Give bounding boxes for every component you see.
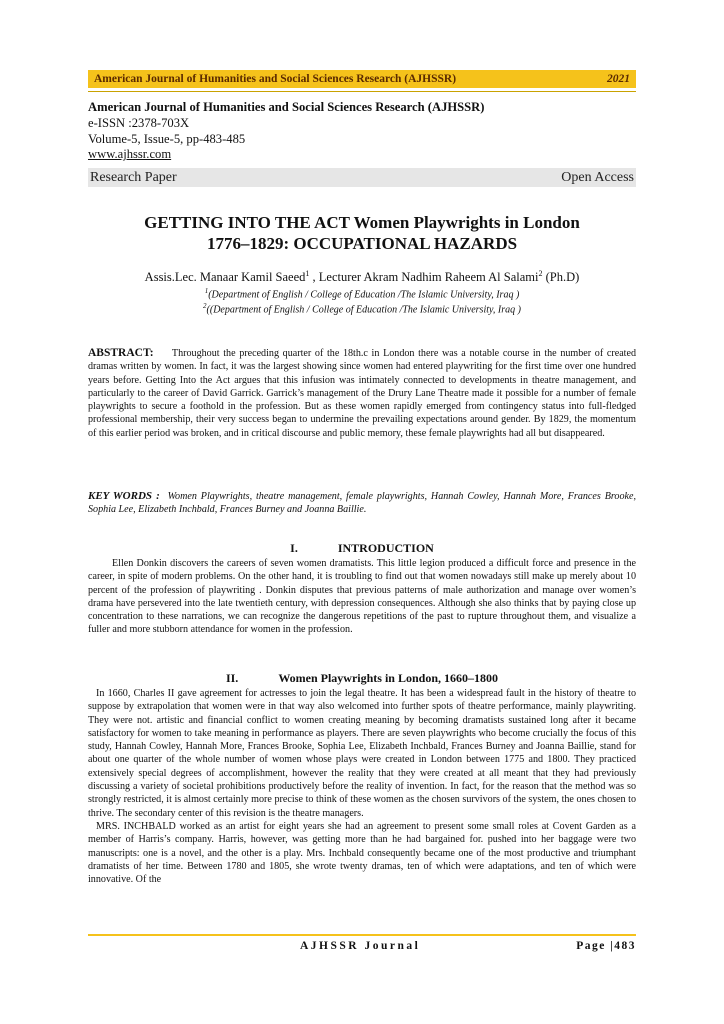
abstract: [88, 347, 636, 440]
section-2-number: II.: [225, 671, 239, 685]
section-2-body: [88, 687, 636, 886]
affiliation-1-sup: 1: [204, 287, 209, 295]
affiliation-2-sup: 2: [203, 302, 207, 310]
meta-volume: Volume-5, Issue-5, pp-483-485: [88, 131, 246, 146]
paper-type: Research Paper: [90, 169, 177, 185]
journal-meta: [88, 100, 636, 163]
section-2-paragraph-2: MRS. INCHBALD worked as an artist for eight years she had an agreement to present some small roles at Covent Garden as a member of Harris’s company. Harris, however, was getting more than he had bargained for. pushed into her baggage were two manuscripts: one is a novel, and the other is a play. Mrs. Inchbald consequently became one of the most productive and triumphant dramatists of her time. Between 1780 and 1805, she wrote twenty dramas, ten of which were adaptations, and ten of which were innovative. Of the: [88, 820, 636, 886]
affiliation-1-text: (Department of English / College of Education /The Islamic University, Iraq ): [208, 289, 520, 301]
section-1-heading: [88, 541, 636, 556]
abstract-text: Throughout the preceding quarter of the 18th.c in London there was a notable course in the number of created dramas written by women. In fact, it was the largest showing since women had entered playwriting for the first time over one hundred years before. Getting Into the Act argues that this infusion was intimately connected to developments in theatre management, and particularly to the career of David Garrick. Garrick’s management of the Drury Lane Theatre made it possible for a number of female playwrights to secure a foothold in the profession. But as these women rapidly emerged from contingency status into full-fledged professional membership, their very success began to undermine the prevailing expectations around gender. By 1829, the momentum of this earlier period was broken, and in critical discourse and public memory, these female playwrights had all but disappeared.: [88, 348, 637, 439]
footer-journal: AJHSSR Journal: [300, 940, 421, 952]
keywords-label: KEY WORDS :: [88, 490, 160, 502]
affiliation-1: [88, 285, 636, 301]
section-2-heading: [88, 671, 636, 686]
section-1-title: INTRODUCTION: [337, 541, 434, 555]
author-2-suffix: (Ph.D): [542, 270, 580, 285]
keywords-text: Women Playwrights, theatre management, female playwrights, Hannah Cowley, Hannah More, Frances Brooke, Sophia Lee, Elizabeth Inchbald, Frances Burney and Joanna Baillie.: [88, 491, 636, 516]
author-2-sup: 2: [538, 269, 543, 278]
footer-page: [576, 940, 636, 952]
footer-page-number: 483: [614, 940, 636, 952]
section-2-title: Women Playwrights in London, 1660–1800: [278, 671, 499, 685]
section-1-body: [88, 557, 636, 637]
header-divider: [88, 91, 636, 92]
header-year: 2021: [607, 73, 630, 85]
section-2-paragraph-1: In 1660, Charles II gave agreement for actresses to join the legal theatre. It has been a widespread fault in the history of theatre to suppose by extrapolation that women were in that way also welcomed into further spots of theatre performance, mainly playwriting. They were not. artistic and financial conflict to women creating meaning by becoming dramatists sustained long after it became satisfactory for women to take meaning in performance as players. There are seven playwrights who become crucially the focus of this study, Hannah Cowley, Hannah More, Frances Brooke, Sophia Lee, Elizabeth Inchbald, Frances Burney and Joanna Baillie, stand for about one quarter of the whole number of women whose plays were created in London between 1775 and 1800. They practiced extensively special degrees of accomplishment, however the reality that they were created at all meant that they had previously discussing a variety of societal prohibitions productively before the reality of invention. In fact, for the reason that the method was so strongly restricted, it is almost certainly more precise to think of these women as the chosen survivors of the system, the ones chosen to thrive. The secondary center of this revision is the theatre managers.: [88, 688, 636, 819]
paper-type-bar: [88, 168, 636, 187]
affiliation-2-text: ((Department of English / College of Education /The Islamic University, Iraq ): [206, 304, 521, 316]
title-line-1: GETTING INTO THE ACT Women Playwrights in London: [144, 213, 580, 232]
author-separator: ,: [309, 270, 319, 285]
meta-issn: e-ISSN :2378-703X: [88, 115, 190, 130]
meta-url-link[interactable]: www.ajhssr.com: [88, 147, 172, 162]
footer-divider: [88, 934, 636, 936]
affiliation-2: [88, 300, 636, 316]
access-type: Open Access: [561, 169, 634, 185]
author-1: Assis.Lec. Manaar Kamil Saeed: [144, 270, 306, 285]
abstract-label: ABSTRACT:: [88, 347, 154, 359]
paper-title: [88, 212, 636, 254]
running-header: [88, 70, 636, 88]
author-list: [88, 266, 636, 285]
meta-journal: American Journal of Humanities and Social Sciences Research (AJHSSR): [88, 100, 485, 114]
section-1-number: I.: [290, 541, 298, 555]
author-2: Lecturer Akram Nadhim Raheem Al Salami: [318, 270, 539, 285]
header-journal: American Journal of Humanities and Social Sciences Research (AJHSSR): [94, 73, 457, 85]
section-1-paragraph: Ellen Donkin discovers the careers of seven women dramatists. This little legion produced a difficult force and presence in the career, in spite of modern problems. On the other hand, it is troubling to find out that women nowadays still make up merely about 10 percent of the profession of playwriting . Donkin disputes that previous patterns of male authorization and manage over women’s drama have persevered into the late twentieth century, with depression consequences. Although she also thinks that by paying close up concentration to these narrations, we can recognize the dangerous repetitions of the past to rupture throughout them, and visualize a fuller and more stubborn attendance for women in the profession.: [88, 558, 636, 636]
author-1-sup: 1: [305, 269, 310, 278]
keywords: [88, 490, 636, 517]
title-line-2: 1776–1829: OCCUPATIONAL HAZARDS: [206, 234, 518, 253]
footer-page-label: Page |: [576, 940, 615, 952]
